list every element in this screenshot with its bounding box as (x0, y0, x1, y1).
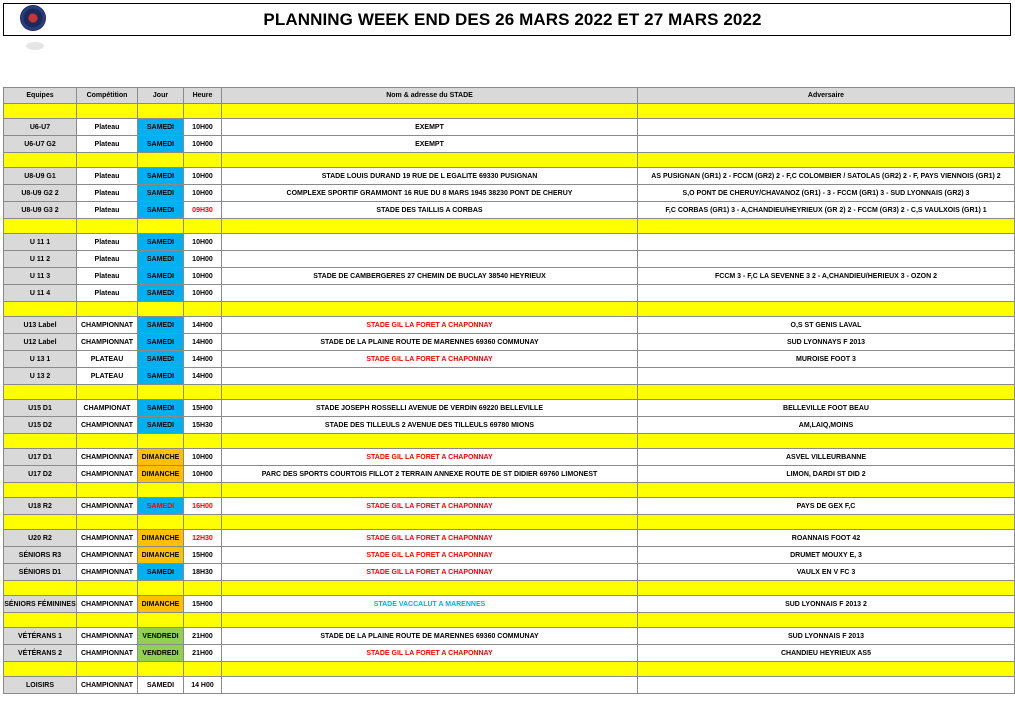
table-row (4, 466, 1015, 483)
stadium-cell: STADE GIL LA FORET A CHAPONNAY (222, 547, 638, 564)
time-cell: 14H00 (184, 351, 222, 368)
time-cell: 10H00 (184, 234, 222, 251)
separator-cell (4, 104, 77, 119)
time-cell: 15H00 (184, 596, 222, 613)
time-cell: 10H00 (184, 136, 222, 153)
table-row (4, 185, 1015, 202)
stadium-cell: STADE GIL LA FORET A CHAPONNAY (222, 317, 638, 334)
separator-cell (222, 662, 638, 677)
separator-cell (4, 434, 77, 449)
separator-cell (638, 434, 1015, 449)
competition-cell: PLATEAU (77, 368, 138, 385)
planning-table (3, 87, 1015, 694)
competition-cell: CHAMPIONNAT (77, 628, 138, 645)
team-cell: U 11 3 (4, 268, 77, 285)
separator-row (4, 515, 1015, 530)
opponent-cell: CHANDIEU HEYRIEUX AS5 (638, 645, 1015, 662)
time-cell: 14H00 (184, 317, 222, 334)
separator-cell (4, 613, 77, 628)
stadium-cell: STADE VACCALUT A MARENNES (222, 596, 638, 613)
separator-cell (184, 483, 222, 498)
time-cell: 14H00 (184, 334, 222, 351)
day-cell: DIMANCHE (138, 466, 184, 483)
separator-cell (638, 581, 1015, 596)
stadium-cell (222, 368, 638, 385)
team-cell: U13 Label (4, 317, 77, 334)
stadium-cell: EXEMPT (222, 136, 638, 153)
separator-cell (138, 104, 184, 119)
separator-cell (4, 385, 77, 400)
time-cell: 10H00 (184, 449, 222, 466)
day-cell: VENDREDI (138, 628, 184, 645)
separator-cell (77, 104, 138, 119)
competition-cell: CHAMPIONNAT (77, 596, 138, 613)
team-cell: U20 R2 (4, 530, 77, 547)
competition-cell: CHAMPIONNAT (77, 466, 138, 483)
day-cell: SAMEDI (138, 400, 184, 417)
team-cell: SÉNIORS R3 (4, 547, 77, 564)
separator-cell (184, 515, 222, 530)
separator-cell (222, 153, 638, 168)
separator-cell (222, 219, 638, 234)
opponent-cell (638, 136, 1015, 153)
day-cell: SAMEDI (138, 317, 184, 334)
team-cell: U8-U9 G3 2 (4, 202, 77, 219)
time-cell: 12H30 (184, 530, 222, 547)
time-cell: 15H00 (184, 547, 222, 564)
header-competition: Compétition (77, 88, 138, 104)
table-row (4, 268, 1015, 285)
stadium-cell: STADE DES TILLEULS 2 AVENUE DES TILLEULS 69780 MIONS (222, 417, 638, 434)
separator-cell (638, 104, 1015, 119)
stadium-cell: STADE GIL LA FORET A CHAPONNAY (222, 645, 638, 662)
competition-cell: Plateau (77, 268, 138, 285)
opponent-cell: PAYS DE GEX F,C (638, 498, 1015, 515)
logo-shadow (26, 42, 44, 50)
table-row (4, 400, 1015, 417)
separator-cell (184, 434, 222, 449)
time-cell: 18H30 (184, 564, 222, 581)
table-row (4, 417, 1015, 434)
header-row (4, 88, 1015, 104)
table-row (4, 334, 1015, 351)
team-cell: U 13 2 (4, 368, 77, 385)
separator-row (4, 153, 1015, 168)
separator-row (4, 613, 1015, 628)
day-cell: SAMEDI (138, 268, 184, 285)
separator-cell (222, 515, 638, 530)
time-cell: 10H00 (184, 168, 222, 185)
time-cell: 10H00 (184, 466, 222, 483)
opponent-cell: BELLEVILLE FOOT BEAU (638, 400, 1015, 417)
separator-cell (184, 385, 222, 400)
stadium-cell: STADE GIL LA FORET A CHAPONNAY (222, 498, 638, 515)
separator-cell (184, 219, 222, 234)
competition-cell: CHAMPIONNAT (77, 547, 138, 564)
table-row (4, 168, 1015, 185)
table-row (4, 645, 1015, 662)
table-row (4, 202, 1015, 219)
day-cell: DIMANCHE (138, 449, 184, 466)
time-cell: 16H00 (184, 498, 222, 515)
day-cell: SAMEDI (138, 417, 184, 434)
separator-cell (184, 581, 222, 596)
stadium-cell: STADE JOSEPH ROSSELLI AVENUE DE VERDIN 69220 BELLEVILLE (222, 400, 638, 417)
team-cell: VÉTÉRANS 2 (4, 645, 77, 662)
separator-cell (222, 434, 638, 449)
stadium-cell: STADE LOUIS DURAND 19 RUE DE L EGALITE 69330 PUSIGNAN (222, 168, 638, 185)
competition-cell: CHAMPIONNAT (77, 677, 138, 694)
separator-cell (138, 662, 184, 677)
time-cell: 14 H00 (184, 677, 222, 694)
opponent-cell: FCCM 3 - F,C LA SEVENNE 3 2 - A,CHANDIEU/HERIEUX 3 - OZON 2 (638, 268, 1015, 285)
separator-cell (138, 385, 184, 400)
header-heure: Heure (184, 88, 222, 104)
separator-cell (77, 581, 138, 596)
separator-cell (222, 302, 638, 317)
time-cell: 10H00 (184, 251, 222, 268)
time-cell: 09H30 (184, 202, 222, 219)
table-row (4, 119, 1015, 136)
opponent-cell: ASVEL VILLEURBANNE (638, 449, 1015, 466)
team-cell: U 13 1 (4, 351, 77, 368)
opponent-cell (638, 285, 1015, 302)
opponent-cell (638, 677, 1015, 694)
team-cell: U 11 4 (4, 285, 77, 302)
club-logo (20, 5, 46, 31)
competition-cell: Plateau (77, 202, 138, 219)
separator-cell (184, 613, 222, 628)
separator-cell (138, 483, 184, 498)
separator-cell (77, 515, 138, 530)
table-row (4, 498, 1015, 515)
stadium-cell: STADE GIL LA FORET A CHAPONNAY (222, 351, 638, 368)
competition-cell: Plateau (77, 185, 138, 202)
day-cell: DIMANCHE (138, 547, 184, 564)
separator-row (4, 662, 1015, 677)
time-cell: 21H00 (184, 628, 222, 645)
separator-cell (638, 515, 1015, 530)
stadium-cell: STADE DE LA PLAINE ROUTE DE MARENNES 69360 COMMUNAY (222, 628, 638, 645)
table-row (4, 317, 1015, 334)
separator-cell (138, 153, 184, 168)
separator-cell (4, 662, 77, 677)
opponent-cell: F,C CORBAS (GR1) 3 - A,CHANDIEU/HEYRIEUX (GR 2) 2 - FCCM (GR3) 2 - C,S VAULXOIS (GR1) 1 (638, 202, 1015, 219)
separator-cell (222, 581, 638, 596)
team-cell: SÉNIORS D1 (4, 564, 77, 581)
opponent-cell: ROANNAIS FOOT 42 (638, 530, 1015, 547)
day-cell: DIMANCHE (138, 596, 184, 613)
separator-row (4, 302, 1015, 317)
separator-cell (222, 613, 638, 628)
day-cell: DIMANCHE (138, 530, 184, 547)
separator-cell (638, 385, 1015, 400)
day-cell: SAMEDI (138, 564, 184, 581)
team-cell: U 11 1 (4, 234, 77, 251)
table-row (4, 136, 1015, 153)
stadium-cell: STADE GIL LA FORET A CHAPONNAY (222, 449, 638, 466)
separator-cell (184, 153, 222, 168)
separator-cell (638, 302, 1015, 317)
competition-cell: PLATEAU (77, 351, 138, 368)
opponent-cell (638, 368, 1015, 385)
team-cell: U15 D2 (4, 417, 77, 434)
team-cell: U8-U9 G2 2 (4, 185, 77, 202)
opponent-cell: MUROISE FOOT 3 (638, 351, 1015, 368)
competition-cell: Plateau (77, 251, 138, 268)
stadium-cell: STADE DE CAMBERGERES 27 CHEMIN DE BUCLAY 38540 HEYRIEUX (222, 268, 638, 285)
separator-cell (184, 104, 222, 119)
team-cell: U8-U9 G1 (4, 168, 77, 185)
day-cell: SAMEDI (138, 285, 184, 302)
team-cell: VÉTÉRANS 1 (4, 628, 77, 645)
day-cell: SAMEDI (138, 677, 184, 694)
team-cell: U15 D1 (4, 400, 77, 417)
table-row (4, 449, 1015, 466)
table-row (4, 628, 1015, 645)
competition-cell: CHAMPIONNAT (77, 530, 138, 547)
separator-cell (222, 385, 638, 400)
day-cell: SAMEDI (138, 351, 184, 368)
header-adversaire: Adversaire (638, 88, 1015, 104)
time-cell: 15H00 (184, 400, 222, 417)
time-cell: 10H00 (184, 119, 222, 136)
time-cell: 21H00 (184, 645, 222, 662)
opponent-cell: DRUMET MOUXY E, 3 (638, 547, 1015, 564)
opponent-cell: AM,LAIQ,MOINS (638, 417, 1015, 434)
competition-cell: CHAMPIONAT (77, 400, 138, 417)
day-cell: SAMEDI (138, 185, 184, 202)
stadium-cell: STADE DE LA PLAINE ROUTE DE MARENNES 69360 COMMUNAY (222, 334, 638, 351)
opponent-cell: S,O PONT DE CHERUY/CHAVANOZ (GR1) - 3 - FCCM (GR1) 3 - SUD LYONNAIS (GR2) 3 (638, 185, 1015, 202)
separator-row (4, 483, 1015, 498)
separator-cell (138, 613, 184, 628)
team-cell: U17 D2 (4, 466, 77, 483)
competition-cell: CHAMPIONNAT (77, 417, 138, 434)
opponent-cell: SUD LYONNAIS F 2013 (638, 628, 1015, 645)
stadium-cell: EXEMPT (222, 119, 638, 136)
team-cell: U 11 2 (4, 251, 77, 268)
separator-cell (77, 613, 138, 628)
separator-cell (638, 662, 1015, 677)
competition-cell: CHAMPIONNAT (77, 564, 138, 581)
time-cell: 10H00 (184, 285, 222, 302)
day-cell: SAMEDI (138, 136, 184, 153)
opponent-cell: LIMON, DARDI ST DID 2 (638, 466, 1015, 483)
separator-cell (138, 434, 184, 449)
stadium-cell: COMPLEXE SPORTIF GRAMMONT 16 RUE DU 8 MARS 1945 38230 PONT DE CHERUY (222, 185, 638, 202)
day-cell: SAMEDI (138, 202, 184, 219)
competition-cell: CHAMPIONNAT (77, 449, 138, 466)
competition-cell: Plateau (77, 136, 138, 153)
competition-cell: CHAMPIONNAT (77, 645, 138, 662)
team-cell: LOISIRS (4, 677, 77, 694)
table-row (4, 234, 1015, 251)
day-cell: SAMEDI (138, 498, 184, 515)
day-cell: SAMEDI (138, 368, 184, 385)
separator-cell (4, 581, 77, 596)
table-row (4, 564, 1015, 581)
separator-cell (77, 302, 138, 317)
competition-cell: Plateau (77, 234, 138, 251)
header-jour: Jour (138, 88, 184, 104)
separator-cell (77, 219, 138, 234)
page-title: PLANNING WEEK END DES 26 MARS 2022 ET 27 MARS 2022 (263, 10, 762, 29)
stadium-cell: STADE GIL LA FORET A CHAPONNAY (222, 530, 638, 547)
competition-cell: Plateau (77, 285, 138, 302)
table-row (4, 251, 1015, 268)
separator-cell (77, 434, 138, 449)
separator-row (4, 219, 1015, 234)
stadium-cell (222, 251, 638, 268)
opponent-cell: O,S ST GENIS LAVAL (638, 317, 1015, 334)
stadium-cell (222, 285, 638, 302)
day-cell: SAMEDI (138, 119, 184, 136)
separator-cell (4, 483, 77, 498)
competition-cell: Plateau (77, 119, 138, 136)
stadium-cell: STADE GIL LA FORET A CHAPONNAY (222, 564, 638, 581)
separator-cell (638, 483, 1015, 498)
separator-cell (222, 483, 638, 498)
stadium-cell: STADE DES TAILLIS A CORBAS (222, 202, 638, 219)
separator-cell (638, 219, 1015, 234)
separator-cell (138, 515, 184, 530)
header-equipes: Equipes (4, 88, 77, 104)
day-cell: SAMEDI (138, 168, 184, 185)
team-cell: U17 D1 (4, 449, 77, 466)
table-row (4, 677, 1015, 694)
separator-row (4, 581, 1015, 596)
competition-cell: Plateau (77, 168, 138, 185)
separator-cell (4, 153, 77, 168)
table-row (4, 351, 1015, 368)
time-cell: 10H00 (184, 185, 222, 202)
separator-row (4, 385, 1015, 400)
opponent-cell (638, 234, 1015, 251)
separator-cell (138, 302, 184, 317)
separator-cell (4, 219, 77, 234)
stadium-cell: PARC DES SPORTS COURTOIS FILLOT 2 TERRAIN ANNEXE ROUTE DE ST DIDIER 69760 LIMONEST (222, 466, 638, 483)
time-cell: 14H00 (184, 368, 222, 385)
opponent-cell: VAULX EN V FC 3 (638, 564, 1015, 581)
table-row (4, 596, 1015, 613)
separator-cell (138, 219, 184, 234)
stadium-cell (222, 677, 638, 694)
header-stade: Nom & adresse du STADE (222, 88, 638, 104)
separator-cell (638, 613, 1015, 628)
separator-cell (4, 515, 77, 530)
opponent-cell: AS PUSIGNAN (GR1) 2 - FCCM (GR2) 2 - F,C COLOMBIER / SATOLAS (GR2) 2 - F, PAYS VIENNOIS (GR1) 2 (638, 168, 1015, 185)
competition-cell: CHAMPIONNAT (77, 317, 138, 334)
opponent-cell: SUD LYONNAYS F 2013 (638, 334, 1015, 351)
table-row (4, 368, 1015, 385)
time-cell: 10H00 (184, 268, 222, 285)
separator-row (4, 434, 1015, 449)
table-row (4, 547, 1015, 564)
competition-cell: CHAMPIONNAT (77, 334, 138, 351)
table-row (4, 530, 1015, 547)
team-cell: U6-U7 (4, 119, 77, 136)
separator-cell (138, 581, 184, 596)
opponent-cell: SUD LYONNAIS F 2013 2 (638, 596, 1015, 613)
separator-cell (184, 302, 222, 317)
team-cell: U6-U7 G2 (4, 136, 77, 153)
separator-cell (77, 385, 138, 400)
time-cell: 15H30 (184, 417, 222, 434)
separator-cell (184, 662, 222, 677)
separator-cell (77, 662, 138, 677)
separator-cell (77, 153, 138, 168)
separator-row (4, 104, 1015, 119)
opponent-cell (638, 119, 1015, 136)
team-cell: SÉNIORS FÉMININES (4, 596, 77, 613)
opponent-cell (638, 251, 1015, 268)
separator-cell (222, 104, 638, 119)
day-cell: SAMEDI (138, 234, 184, 251)
team-cell: U12 Label (4, 334, 77, 351)
day-cell: VENDREDI (138, 645, 184, 662)
stadium-cell (222, 234, 638, 251)
separator-cell (638, 153, 1015, 168)
separator-cell (77, 483, 138, 498)
competition-cell: CHAMPIONNAT (77, 498, 138, 515)
separator-cell (4, 302, 77, 317)
team-cell: U18 R2 (4, 498, 77, 515)
day-cell: SAMEDI (138, 251, 184, 268)
day-cell: SAMEDI (138, 334, 184, 351)
table-row (4, 285, 1015, 302)
